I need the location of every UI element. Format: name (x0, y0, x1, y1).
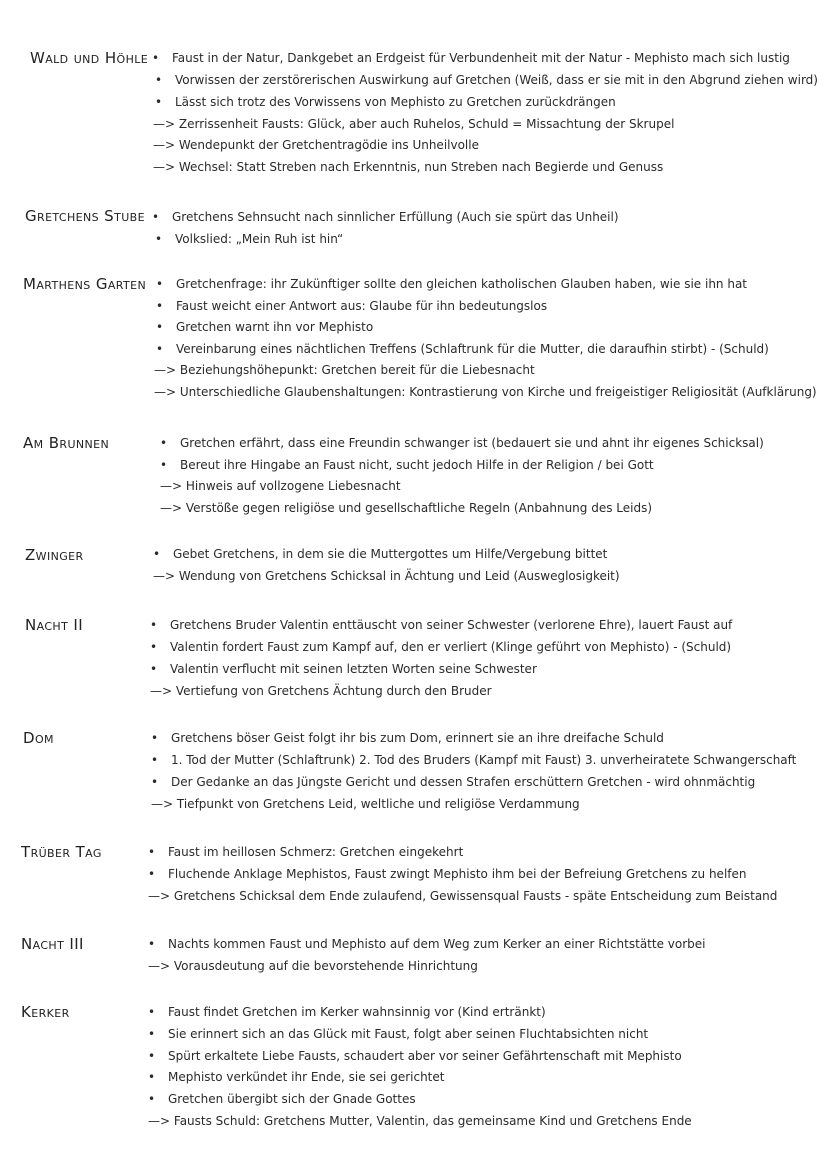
bullet-symbol: • (148, 1027, 156, 1041)
arrow-symbol: —> (153, 569, 176, 583)
line-text: Wechsel: Statt Streben nach Erkenntnis, nun Streben nach Begierde und Genuss (178, 160, 664, 174)
section-heading: Nacht III (21, 935, 84, 953)
arrow-symbol: —> (151, 797, 174, 811)
arrow-symbol: —> (153, 117, 176, 131)
arrow-symbol: —> (150, 684, 173, 698)
line-text: Verstöße gegen religiöse und gesellschaftliche Regeln (Anbahnung des Leids) (185, 501, 653, 515)
line-text: Tiefpunkt von Gretchens Leid, weltliche und religiöse Verdammung (176, 797, 580, 811)
arrow-line (160, 500, 652, 516)
bullet-symbol: • (148, 845, 156, 859)
bullet-line (153, 546, 607, 562)
bullet-line (151, 774, 755, 790)
bullet-symbol: • (148, 867, 156, 881)
line-text: Faust findet Gretchen im Kerker wahnsinnig vor (Kind ertränkt) (168, 1005, 546, 1019)
bullet-symbol: • (152, 210, 160, 224)
line-text: Sie erinnert sich an das Glück mit Faust, folgt aber seinen Fluchtabsichten nicht (168, 1027, 649, 1041)
line-text: Gretchens Bruder Valentin enttäuscht von seiner Schwester (verlorene Ehre), lauert Faust auf (170, 618, 733, 632)
bullet-symbol: • (155, 232, 163, 246)
line-text: Beziehungshöhepunkt: Gretchen bereit für die Liebesnacht (179, 363, 535, 377)
arrow-line (153, 159, 663, 175)
bullet-line (151, 752, 796, 768)
bullet-line (155, 72, 818, 88)
arrow-symbol: —> (154, 385, 177, 399)
bullet-line (150, 617, 732, 633)
arrow-symbol: —> (153, 138, 176, 152)
bullet-line (148, 844, 463, 860)
line-text: Unterschiedliche Glaubenshaltungen: Kontrastierung von Kirche und freigeistiger Religiosität (Aufklärung) (179, 385, 817, 399)
bullet-symbol: • (155, 95, 163, 109)
line-text: 1. Tod der Mutter (Schlaftrunk) 2. Tod des Bruders (Kampf mit Faust) 3. unverheiratete Schwangerschaft (171, 753, 797, 767)
bullet-symbol: • (153, 547, 161, 561)
bullet-line (152, 50, 790, 66)
bullet-line (156, 319, 373, 335)
line-text: Gretchenfrage: ihr Zukünftiger sollte den gleichen katholischen Glauben haben, wie sie ihn hat (176, 277, 748, 291)
bullet-line (148, 936, 706, 952)
line-text: Vereinbarung eines nächtlichen Treffens (Schlaftrunk für die Mutter, die daraufhin stirbt) - (Schuld) (176, 342, 769, 356)
line-text: Gretchens Sehnsucht nach sinnlicher Erfüllung (Auch sie spürt das Unheil) (172, 210, 619, 224)
arrow-line (153, 116, 674, 132)
arrow-line (151, 796, 580, 812)
line-text: Zerrissenheit Fausts: Glück, aber auch Ruhelos, Schuld = Missachtung der Skrupel (178, 117, 675, 131)
line-text: Gretchen erfährt, dass eine Freundin schwanger ist (bedauert sie und ahnt ihr eigenes Schicksal) (180, 436, 764, 450)
section-heading: Dom (23, 729, 54, 747)
bullet-line (156, 298, 547, 314)
bullet-symbol: • (148, 1005, 156, 1019)
arrow-symbol: —> (154, 363, 177, 377)
line-text: Faust weicht einer Antwort aus: Glaube für ihn bedeutungslos (176, 299, 548, 313)
bullet-line (156, 341, 769, 357)
section-heading: Zwinger (25, 546, 84, 564)
bullet-symbol: • (156, 277, 164, 291)
bullet-symbol: • (151, 775, 159, 789)
bullet-symbol: • (156, 320, 164, 334)
line-text: Hinweis auf vollzogene Liebesnacht (185, 479, 401, 493)
bullet-line (148, 1026, 648, 1042)
bullet-symbol: • (160, 436, 168, 450)
arrow-symbol: —> (148, 1114, 171, 1128)
bullet-line (150, 661, 537, 677)
arrow-line (148, 958, 478, 974)
line-text: Gebet Gretchens, in dem sie die Muttergottes um Hilfe/Vergebung bittet (173, 547, 608, 561)
line-text: Faust in der Natur, Dankgebet an Erdgeist für Verbundenheit mit der Natur - Mephisto mach sich lustig (172, 51, 790, 65)
bullet-symbol: • (152, 51, 160, 65)
line-text: Lässt sich trotz des Vorwissens von Mephisto zu Gretchen zurückdrängen (175, 95, 616, 109)
arrow-line (150, 683, 492, 699)
arrow-line (148, 888, 777, 904)
line-text: Spürt erkaltete Liebe Fausts, schaudert aber vor seiner Gefährtenschaft mit Mephisto (168, 1049, 682, 1063)
bullet-symbol: • (148, 1092, 156, 1106)
bullet-line (148, 1069, 444, 1085)
arrow-line (160, 478, 401, 494)
line-text: Vorausdeutung auf die bevorstehende Hinrichtung (173, 959, 478, 973)
bullet-line (160, 435, 764, 451)
section-heading: Marthens Garten (23, 275, 147, 293)
line-text: Wendepunkt der Gretchentragödie ins Unheilvolle (178, 138, 479, 152)
section-heading: Wald und Höhle (30, 49, 149, 67)
arrow-line (153, 568, 620, 584)
line-text: Fausts Schuld: Gretchens Mutter, Valentin, das gemeinsame Kind und Gretchens Ende (173, 1114, 692, 1128)
line-text: Gretchens Schicksal dem Ende zulaufend, Gewissensqual Fausts - späte Entscheidung zum Beistand (173, 889, 778, 903)
bullet-line (148, 1091, 416, 1107)
section-heading: Gretchens Stube (25, 207, 145, 225)
bullet-symbol: • (151, 753, 159, 767)
line-text: Valentin verflucht mit seinen letzten Worten seine Schwester (170, 662, 537, 676)
bullet-symbol: • (160, 458, 168, 472)
section-heading: Kerker (21, 1003, 70, 1021)
bullet-line (148, 1004, 546, 1020)
arrow-line (153, 137, 479, 153)
line-text: Valentin fordert Faust zum Kampf auf, den er verliert (Klinge geführt von Mephisto) - (Schuld) (170, 640, 732, 654)
bullet-line (160, 457, 654, 473)
line-text: Bereut ihre Hingabe an Faust nicht, sucht jedoch Hilfe in der Religion / bei Gott (180, 458, 654, 472)
bullet-symbol: • (156, 342, 164, 356)
section-heading: Am Brunnen (23, 434, 110, 452)
line-text: Gretchens böser Geist folgt ihr bis zum Dom, erinnert sie an ihre dreifache Schuld (171, 731, 664, 745)
bullet-line (155, 94, 616, 110)
line-text: Vertiefung von Gretchens Ächtung durch den Bruder (175, 684, 492, 698)
arrow-symbol: —> (160, 479, 183, 493)
section-heading: Trüber Tag (21, 843, 102, 861)
bullet-symbol: • (150, 618, 158, 632)
line-text: Faust im heillosen Schmerz: Gretchen eingekehrt (168, 845, 464, 859)
arrow-line (154, 362, 535, 378)
arrow-symbol: —> (160, 501, 183, 515)
bullet-line (148, 866, 747, 882)
arrow-symbol: —> (148, 959, 171, 973)
bullet-line (156, 276, 747, 292)
line-text: Mephisto verkündet ihr Ende, sie sei gerichtet (168, 1070, 445, 1084)
line-text: Vorwissen der zerstörerischen Auswirkung auf Gretchen (Weiß, dass er sie mit in den Abgrund ziehen wird) (175, 73, 818, 87)
arrow-line (148, 1113, 692, 1129)
bullet-symbol: • (150, 640, 158, 654)
bullet-symbol: • (155, 73, 163, 87)
bullet-line (150, 639, 731, 655)
bullet-symbol: • (148, 937, 156, 951)
line-text: Nachts kommen Faust und Mephisto auf dem Weg zum Kerker an einer Richtstätte vorbei (168, 937, 706, 951)
line-text: Gretchen übergibt sich der Gnade Gottes (168, 1092, 416, 1106)
line-text: Fluchende Anklage Mephistos, Faust zwingt Mephisto ihm bei der Befreiung Gretchens zu helfen (168, 867, 747, 881)
line-text: Der Gedanke an das Jüngste Gericht und dessen Strafen erschüttern Gretchen - wird ohnmächtig (171, 775, 756, 789)
line-text: Volkslied: „Mein Ruh ist hin“ (175, 232, 344, 246)
section-heading: Nacht II (25, 616, 84, 634)
bullet-line (151, 730, 664, 746)
bullet-symbol: • (156, 299, 164, 313)
bullet-line (152, 209, 619, 225)
bullet-symbol: • (151, 731, 159, 745)
bullet-symbol: • (148, 1070, 156, 1084)
bullet-line (148, 1048, 682, 1064)
bullet-symbol: • (148, 1049, 156, 1063)
arrow-symbol: —> (153, 160, 176, 174)
arrow-symbol: —> (148, 889, 171, 903)
line-text: Gretchen warnt ihn vor Mephisto (176, 320, 374, 334)
bullet-line (155, 231, 343, 247)
bullet-symbol: • (150, 662, 158, 676)
arrow-line (154, 384, 817, 400)
line-text: Wendung von Gretchens Schicksal in Ächtung und Leid (Ausweglosigkeit) (178, 569, 620, 583)
